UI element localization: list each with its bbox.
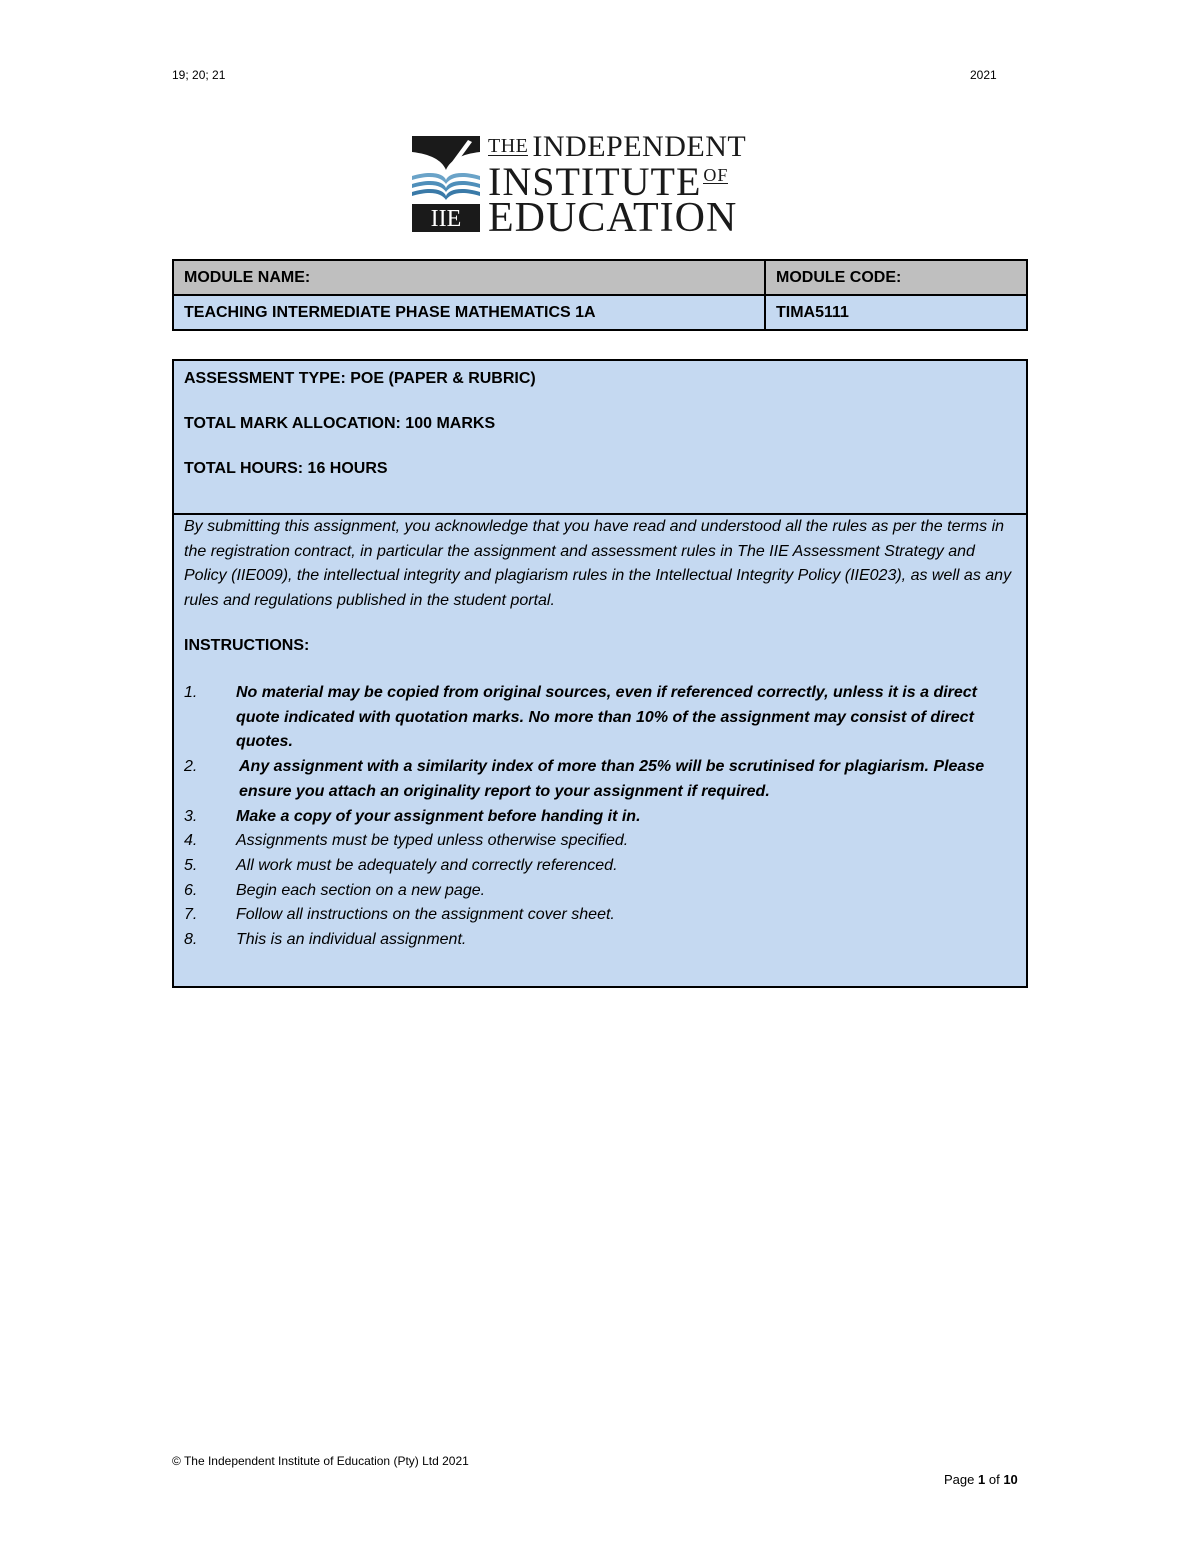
instructions-title: INSTRUCTIONS: xyxy=(184,637,310,654)
instruction-item xyxy=(184,805,1016,830)
logo-badge-text: IIE xyxy=(430,206,462,232)
instruction-number: 4. xyxy=(184,832,198,850)
module-name-header: MODULE NAME: xyxy=(173,260,765,295)
instruction-number: 6. xyxy=(184,881,198,899)
total-hours: TOTAL HOURS: 16 HOURS xyxy=(184,460,388,477)
instruction-text: Follow all instructions on the assignment cover sheet. xyxy=(236,906,615,924)
logo-the: THE xyxy=(488,135,529,157)
assessment-summary xyxy=(174,361,1026,515)
instruction-text: Any assignment with a similarity index of more than 25% will be scrutinised for plagiarism. Please ensure you attach an originality report to your assignment if required. xyxy=(239,758,985,800)
module-table-value-row xyxy=(173,295,1027,330)
instruction-item xyxy=(184,681,1016,755)
header-left-text: 19; 20; 21 xyxy=(172,68,226,82)
page-number xyxy=(944,1472,1018,1487)
total-mark-allocation: TOTAL MARK ALLOCATION: 100 MARKS xyxy=(184,415,496,432)
page-total: 10 xyxy=(1003,1472,1018,1487)
instruction-item xyxy=(184,879,1016,904)
module-name-value: TEACHING INTERMEDIATE PHASE MATHEMATICS 1A xyxy=(173,295,765,330)
instruction-number: 7. xyxy=(184,906,198,924)
module-info-table xyxy=(172,259,1028,331)
page-label: Page xyxy=(944,1472,975,1487)
module-table-header-row xyxy=(173,260,1027,295)
logo-education: EDUCATION xyxy=(488,195,738,241)
instruction-text: Assignments must be typed unless otherwise specified. xyxy=(236,832,629,850)
instruction-item xyxy=(184,903,1016,928)
header-year: 2021 xyxy=(970,68,997,82)
assessment-type: ASSESSMENT TYPE: POE (PAPER & RUBRIC) xyxy=(184,370,536,387)
instruction-text: Begin each section on a new page. xyxy=(236,881,486,899)
instructions-list xyxy=(184,681,1016,953)
instruction-item xyxy=(184,854,1016,879)
iie-logo xyxy=(410,130,790,241)
instruction-item xyxy=(184,928,1016,953)
instruction-number: 2. xyxy=(184,758,198,776)
instruction-item xyxy=(184,755,1016,804)
instruction-text: All work must be adequately and correctly referenced. xyxy=(236,856,618,874)
module-code-value: TIMA5111 xyxy=(765,295,1027,330)
instruction-number: 5. xyxy=(184,856,198,874)
instruction-text: This is an individual assignment. xyxy=(236,931,467,949)
instruction-text: Make a copy of your assignment before handing it in. xyxy=(236,807,641,825)
instruction-number: 1. xyxy=(184,684,198,701)
iie-book-emblem-icon xyxy=(410,130,482,234)
instruction-item xyxy=(184,829,1016,854)
logo-of: OF xyxy=(703,165,729,185)
declaration-text: By submitting this assignment, you acknowledge that you have read and understood all the rules as per the terms in the registration contract, in particular the assignment and assessment rules in The IIE Assessment Strategy and Policy (IIE009), the intellectual integrity and plagiarism rules in the Intellectual Integrity Policy (IIE023), as well as any rules and regulations published in the student portal. xyxy=(184,518,1012,609)
logo-institute: INSTITUTE xyxy=(488,159,702,204)
assessment-rules xyxy=(174,515,1026,953)
module-code-header: MODULE CODE: xyxy=(765,260,1027,295)
instruction-number: 3. xyxy=(184,807,198,825)
page-current: 1 xyxy=(978,1472,986,1487)
instruction-number: 8. xyxy=(184,931,198,949)
instruction-text: No material may be copied from original sources, even if referenced correctly, unless it is a direct quote indicated with quotation marks. No more than 10% of the assignment may consist of direct quotes. xyxy=(236,684,978,751)
footer-copyright: © The Independent Institute of Education (Pty) Ltd 2021 xyxy=(172,1454,469,1468)
assessment-box xyxy=(172,359,1028,988)
logo-independent: INDEPENDENT xyxy=(532,130,747,163)
page-of: of xyxy=(988,1472,1000,1487)
